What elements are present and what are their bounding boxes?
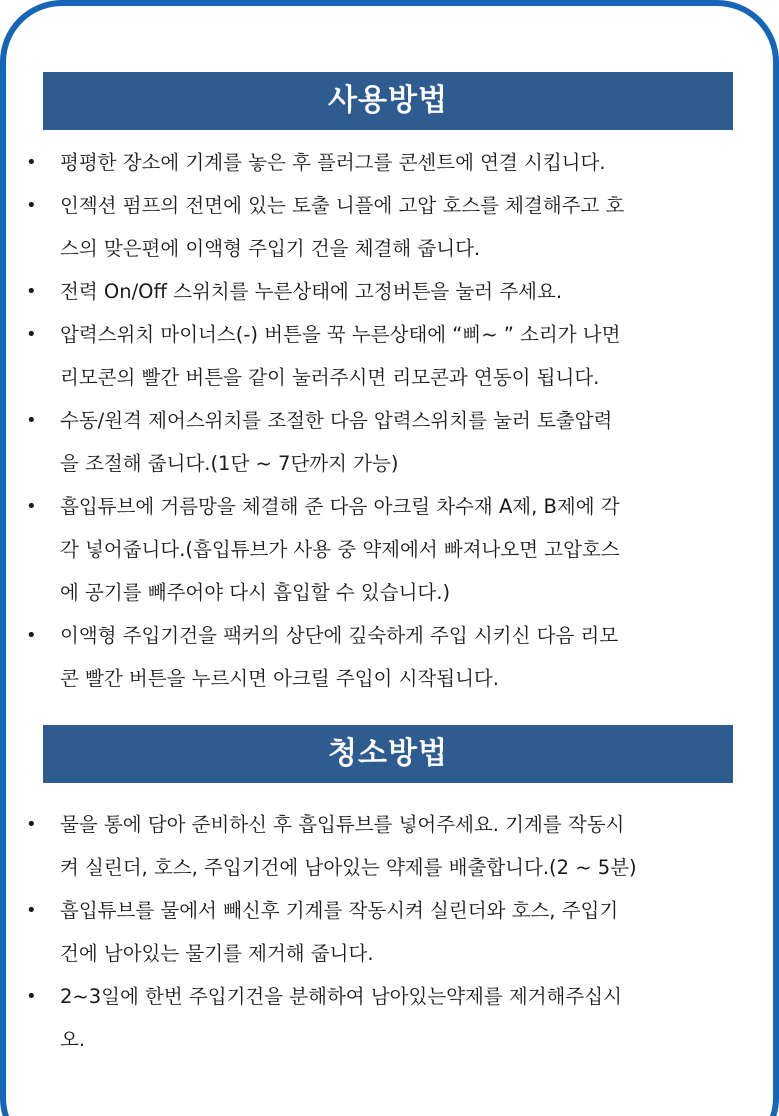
bullet-icon: • — [26, 625, 37, 646]
list-item-line: 스의 맞은편에 이액형 주입기 건을 체결해 줍니다. — [60, 237, 481, 260]
list-item-line: 오. — [60, 1028, 86, 1051]
cleaning-list — [0, 803, 750, 1061]
list-item — [0, 399, 750, 485]
list-item-line: 수동/원격 제어스위치를 조절한 다음 압력스위치를 눌러 토출압력 — [60, 409, 613, 432]
list-item-line: 이액형 주입기건을 팩커의 상단에 깊숙하게 주입 시키신 다음 리모 — [60, 624, 619, 647]
list-item-line: 인젝션 펌프의 전면에 있는 토출 니플에 고압 호스를 체결해주고 호 — [60, 194, 625, 217]
list-item-line: 에 공기를 빼주어야 다시 흡입할 수 있습니다.) — [60, 581, 451, 604]
bullet-icon: • — [26, 195, 37, 216]
list-item-line: 리모콘의 빨간 버튼을 같이 눌러주시면 리모콘과 연동이 됩니다. — [60, 366, 600, 389]
bullet-icon: • — [26, 900, 37, 921]
list-item-line: 물을 통에 담아 준비하신 후 흡입튜브를 넣어주세요. 기계를 작동시 — [60, 813, 625, 836]
usage-section-title: 사용방법 — [43, 72, 733, 130]
list-item-line: 각 넣어줍니다.(흡입튜브가 사용 중 약제에서 빠져나오면 고압호스 — [60, 538, 620, 561]
list-item-line: 전력 On/Off 스위치를 누른상태에 고정버튼을 눌러 주세요. — [60, 280, 563, 303]
bullet-icon: • — [26, 986, 37, 1007]
list-item — [0, 975, 750, 1061]
bullet-icon: • — [26, 281, 37, 302]
list-item-line: 압력스위치 마이너스(-) 버튼을 꾹 누른상태에 “삐~ ” 소리가 나면 — [60, 323, 621, 346]
bullet-icon: • — [26, 410, 37, 431]
bullet-icon: • — [26, 152, 37, 173]
list-item-line: 흡입튜브에 거름망을 체결해 준 다음 아크릴 차수재 A제, B제에 각 — [60, 495, 620, 518]
usage-list — [0, 141, 750, 700]
list-item-line: 콘 빨간 버튼을 누르시면 아크릴 주입이 시작됩니다. — [60, 667, 499, 690]
list-item — [0, 485, 750, 614]
list-item-line: 평평한 장소에 기계를 놓은 후 플러그를 콘센트에 연결 시킵니다. — [60, 151, 606, 174]
list-item — [0, 889, 750, 975]
list-item-line: 켜 실린더, 호스, 주입기건에 남아있는 약제를 배출합니다.(2 ~ 5분) — [60, 856, 637, 879]
list-item — [0, 614, 750, 700]
bullet-icon: • — [26, 496, 37, 517]
list-item — [0, 141, 750, 184]
list-item — [0, 803, 750, 889]
list-item — [0, 184, 750, 270]
cleaning-section-title: 청소방법 — [43, 725, 733, 783]
list-item-line: 건에 남아있는 물기를 제거해 줍니다. — [60, 942, 374, 965]
list-item-line: 흡입튜브를 물에서 빼신후 기계를 작동시켜 실린더와 호스, 주입기 — [60, 899, 619, 922]
list-item — [0, 270, 750, 313]
bullet-icon: • — [26, 814, 37, 835]
bullet-icon: • — [26, 324, 37, 345]
list-item — [0, 313, 750, 399]
list-item-line: 2~3일에 한번 주입기건을 분해하여 남아있는약제를 제거해주십시 — [60, 985, 622, 1008]
list-item-line: 을 조절해 줍니다.(1단 ~ 7단까지 가능) — [60, 452, 399, 475]
